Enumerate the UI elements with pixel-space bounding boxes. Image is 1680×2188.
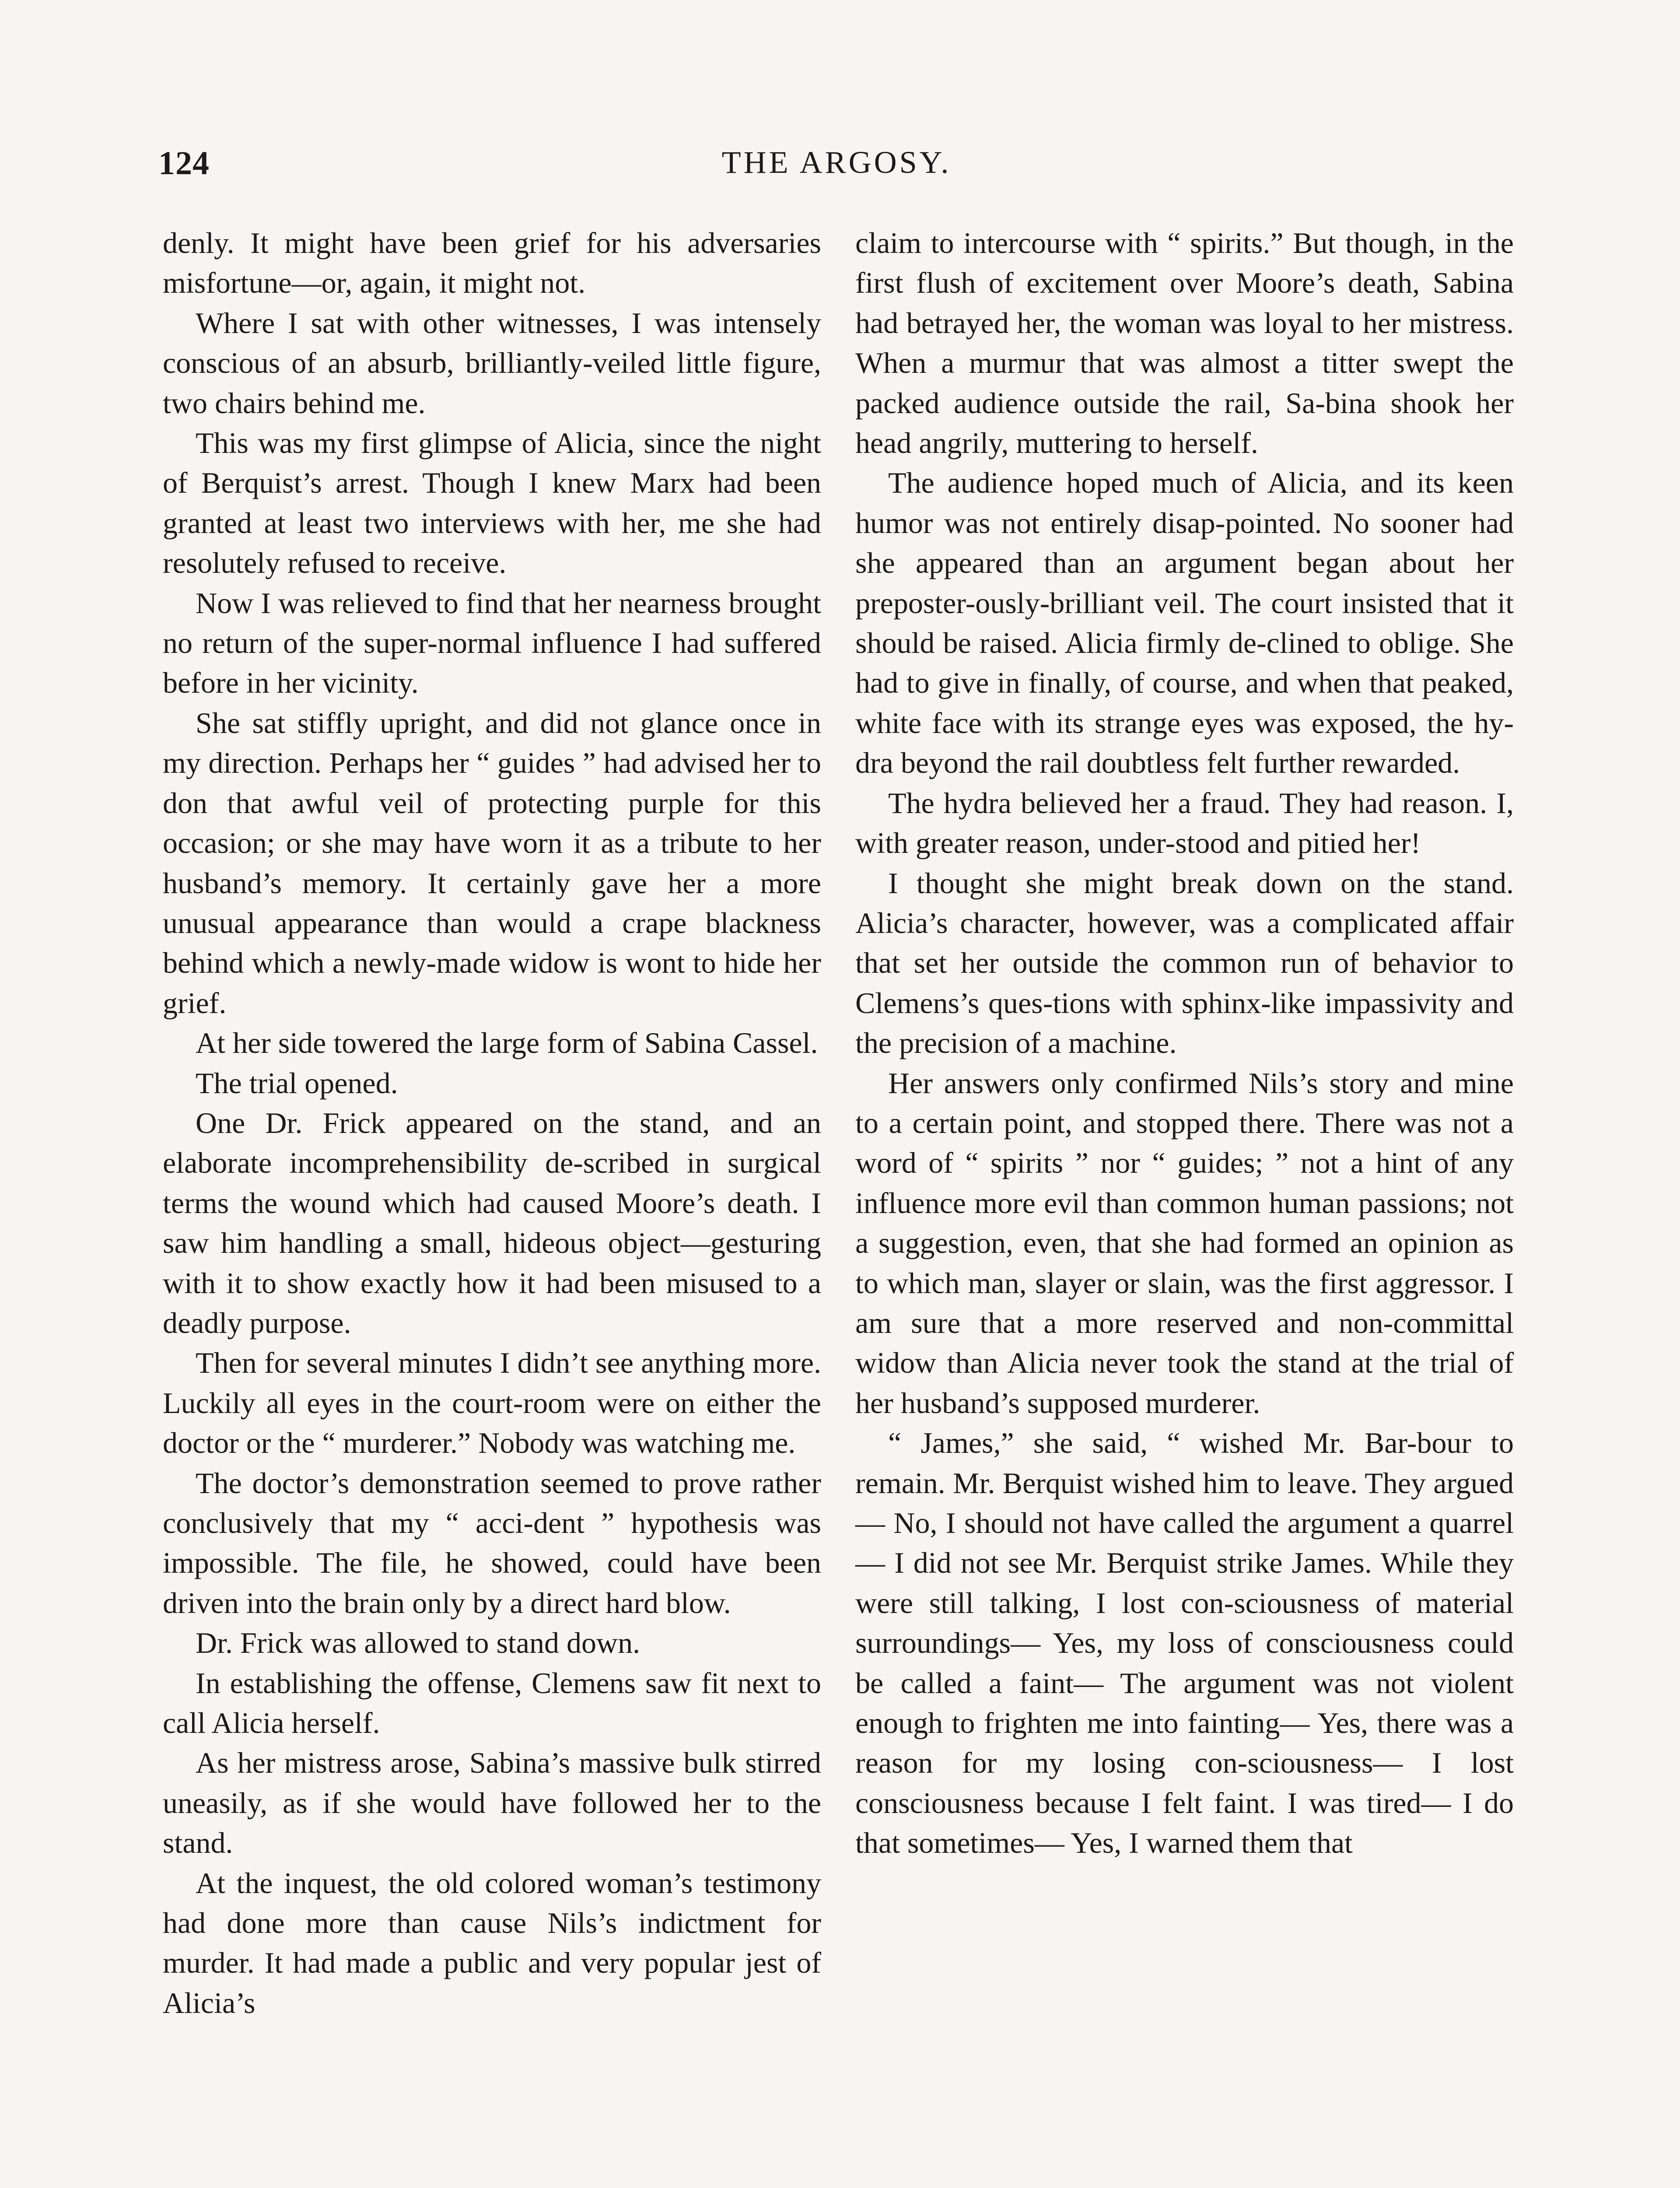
paragraph: The doctor’s demonstration seemed to prove rather conclusively that my “ acci-dent ” hypothesis was impossible. The file, he showed, could have been driven into the brain only by a direct hard blow. xyxy=(163,1466,821,1620)
paragraph: She sat stiffly upright, and did not glance once in my direction. Perhaps her “ guides ” had advised her to don that awful veil of protecting purple for this occasion; or she may have worn it as a tribute to her husband’s memory. It certainly gave her a more unusual appearance than would a crape blackness behind which a newly-made widow is wont to hide her grief. xyxy=(163,706,821,1020)
running-title: THE ARGOSY. xyxy=(721,145,952,180)
paragraph: The trial opened. xyxy=(196,1066,398,1100)
paragraph: denly. It might have been grief for his adversaries misfortune—or, again, it might not. xyxy=(163,226,821,300)
paragraph: Then for several minutes I didn’t see anything more. Luckily all eyes in the court-room were on either the doctor or the “ murderer.” Nobody was watching me. xyxy=(163,1346,821,1460)
paragraph: claim to intercourse with “ spirits.” But though, in the first flush of excitement over Moore’s death, Sabina had betrayed her, the woman was loyal to her mistress. When a murmur that was almost a titter swept the packed audience outside the rail, Sa-bina shook her head angrily, muttering to herself. xyxy=(855,226,1514,460)
paragraph: Her answers only confirmed Nils’s story and mine to a certain point, and stopped there. There was not a word of “ spirits ” nor “ guides; ” not a hint of any influence more evil than common human passions; not a suggestion, even, that she had formed an opinion as to which man, slayer or slain, was the first aggressor. I am sure that a more reserved and non-committal widow than Alicia never took the stand at the trial of her husband’s supposed murderer. xyxy=(855,1066,1514,1420)
page-number: 124 xyxy=(158,145,210,182)
paragraph: One Dr. Frick appeared on the stand, and an elaborate incomprehensibility de-scribed in surgical terms the wound which had caused Moore’s death. I saw him handling a small, hideous object—gesturing with it to show exactly how it had been misused to a deadly purpose. xyxy=(163,1106,821,1339)
paragraph: At the inquest, the old colored woman’s testimony had done more than cause Nils’s indictment for murder. It had made a public and very popular jest of Alicia’s xyxy=(163,1866,821,2020)
page-header xyxy=(158,144,1515,197)
paragraph: The hydra believed her a fraud. They had reason. I, with greater reason, under-stood and pitied her! xyxy=(855,786,1514,860)
paragraph: The audience hoped much of Alicia, and its keen humor was not entirely disap-pointed. No sooner had she appeared than an argument began about her preposter-ously-brilliant veil. The court insisted that it should be raised. Alicia firmly de-clined to oblige. She had to give in finally, of course, and when that peaked, white face with its strange eyes was exposed, the hy-dra beyond the rail doubtless felt further rewarded. xyxy=(855,466,1514,780)
paragraph: In establishing the offense, Clemens saw fit next to call Alicia herself. xyxy=(163,1666,821,1740)
paragraph: Where I sat with other witnesses, I was intensely conscious of an absurb, brilliantly-veiled little figure, two chairs behind me. xyxy=(163,306,821,420)
paragraph: As her mistress arose, Sabina’s massive bulk stirred uneasily, as if she would have followed her to the stand. xyxy=(163,1746,821,1860)
paragraph: I thought she might break down on the stand. Alicia’s character, however, was a complicated affair that set her outside the common run of behavior to Clemens’s ques-tions with sphinx-like impassivity and the precision of a machine. xyxy=(855,866,1514,1060)
paragraph: Now I was relieved to find that her nearness brought no return of the super-normal influence I had suffered before in her vicinity. xyxy=(163,586,821,700)
paragraph: This was my first glimpse of Alicia, since the night of Berquist’s arrest. Though I knew Marx had been granted at least two interviews with her, me she had resolutely refused to receive. xyxy=(163,426,821,580)
paragraph: At her side towered the large form of Sabina Cassel. xyxy=(196,1026,818,1060)
paragraph: Dr. Frick was allowed to stand down. xyxy=(196,1626,640,1660)
left-column xyxy=(163,223,821,2023)
right-column xyxy=(855,223,1514,1863)
paragraph: “ James,” she said, “ wished Mr. Bar-bour to remain. Mr. Berquist wished him to leave. They argued— No, I should not have called the argument a quarrel— I did not see Mr. Berquist strike James. While they were still talking, I lost con-sciousness of material surroundings— Yes, my loss of consciousness could be called a faint— The argument was not violent enough to frighten me into fainting— Yes, there was a reason for my losing con-sciousness— I lost consciousness because I felt faint. I was tired— I do that sometimes— Yes, I warned them that xyxy=(855,1426,1514,1860)
